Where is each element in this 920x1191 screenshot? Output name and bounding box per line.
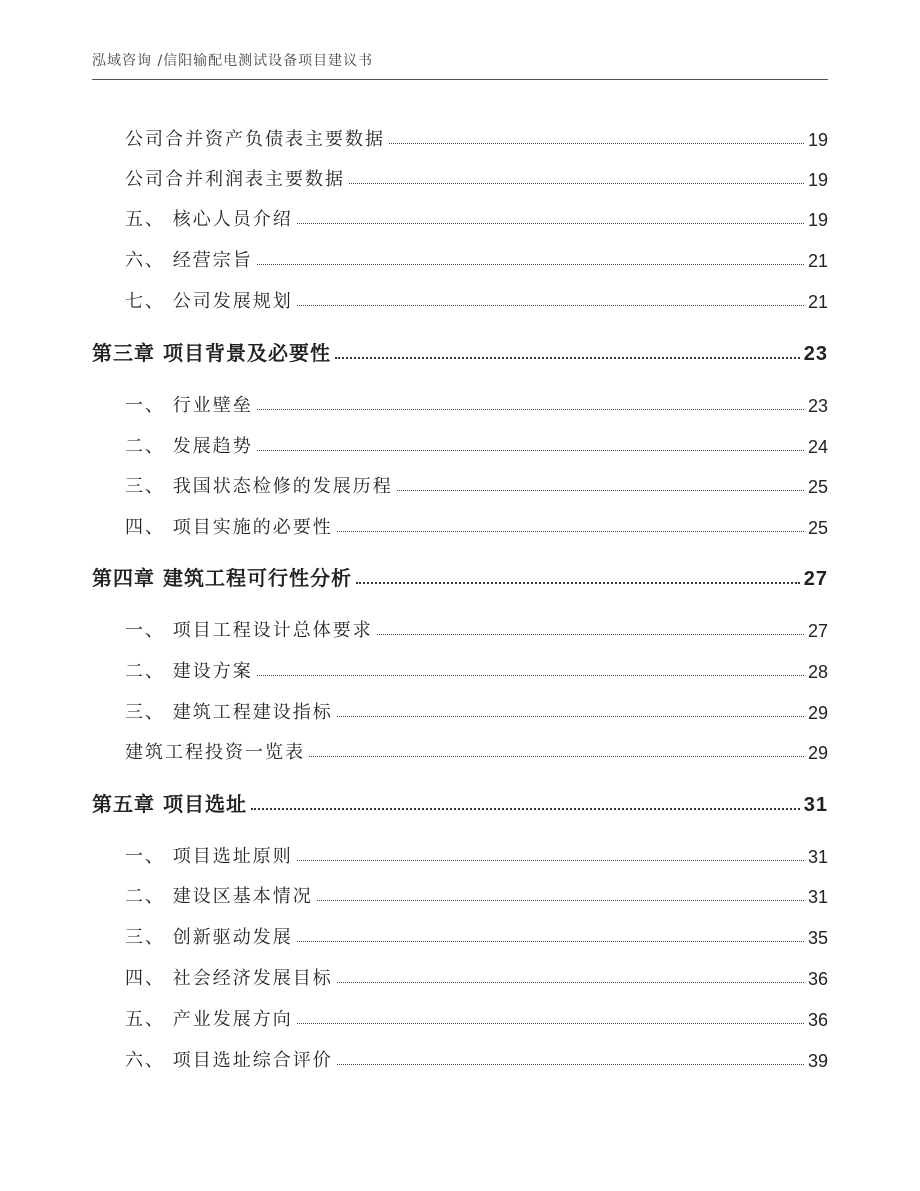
toc-entry-title: 五、 核心人员介绍 xyxy=(125,209,293,230)
toc-page-number: 19 xyxy=(807,130,828,150)
toc-page-number: 21 xyxy=(807,251,828,271)
toc-entry-title: 第四章 建筑工程可行性分析 xyxy=(92,566,352,590)
toc-section-entry[interactable] xyxy=(92,653,828,683)
toc-entry-title: 四、 项目实施的必要性 xyxy=(125,517,333,538)
dot-leader xyxy=(335,357,800,359)
toc-page-number: 29 xyxy=(807,703,828,723)
toc-section-entry[interactable] xyxy=(92,161,828,191)
dot-leader xyxy=(389,143,804,144)
toc-page-number: 25 xyxy=(807,477,828,497)
dot-leader xyxy=(257,409,804,410)
dot-leader xyxy=(251,808,800,810)
dot-leader xyxy=(349,183,804,184)
toc-page-number: 19 xyxy=(807,210,828,230)
dot-leader xyxy=(297,1023,804,1024)
toc-page-number: 24 xyxy=(807,437,828,457)
toc-section-entry[interactable] xyxy=(92,387,828,417)
toc-entry-title: 二、 发展趋势 xyxy=(125,436,253,457)
dot-leader xyxy=(337,1064,804,1065)
toc-section-entry[interactable] xyxy=(92,201,828,231)
toc-section-entry[interactable] xyxy=(92,468,828,498)
toc-page-number: 29 xyxy=(807,743,828,763)
dot-leader xyxy=(377,634,804,635)
dot-leader xyxy=(297,860,804,861)
toc-page-number: 27 xyxy=(807,621,828,641)
toc-page-number: 31 xyxy=(807,847,828,867)
toc-page-number: 23 xyxy=(807,396,828,416)
toc-chapter-entry[interactable] xyxy=(92,787,828,817)
toc-page-number: 36 xyxy=(807,969,828,989)
toc-entry-title: 第五章 项目选址 xyxy=(92,792,247,816)
toc-page-number: 27 xyxy=(803,568,828,590)
dot-leader xyxy=(309,756,804,757)
dot-leader xyxy=(297,941,804,942)
toc-page-number: 23 xyxy=(803,343,828,365)
toc-section-entry[interactable] xyxy=(92,1042,828,1072)
toc-entry-title: 三、 创新驱动发展 xyxy=(125,927,293,948)
toc-section-entry[interactable] xyxy=(92,1001,828,1031)
toc-chapter-entry[interactable] xyxy=(92,561,828,591)
dot-leader xyxy=(337,982,804,983)
toc-entry-title: 六、 经营宗旨 xyxy=(125,250,253,271)
toc-section-entry[interactable] xyxy=(92,612,828,642)
toc-entry-title: 一、 项目工程设计总体要求 xyxy=(125,620,373,641)
toc-section-entry[interactable] xyxy=(92,694,828,724)
toc-page-number: 31 xyxy=(807,887,828,907)
toc-entry-title: 一、 项目选址原则 xyxy=(125,846,293,867)
toc-entry-title: 六、 项目选址综合评价 xyxy=(125,1050,333,1071)
toc-section-entry[interactable] xyxy=(92,919,828,949)
dot-leader xyxy=(297,305,804,306)
toc-page-number: 25 xyxy=(807,518,828,538)
toc-section-entry[interactable] xyxy=(92,960,828,990)
toc-section-entry[interactable] xyxy=(92,509,828,539)
toc-page-number: 19 xyxy=(807,170,828,190)
dot-leader xyxy=(257,264,804,265)
running-header: 泓域咨询 /信阳输配电测试设备项目建议书 xyxy=(92,53,374,69)
dot-leader xyxy=(397,490,804,491)
toc-section-entry[interactable] xyxy=(92,428,828,458)
toc-entry-title: 第三章 项目背景及必要性 xyxy=(92,341,331,365)
dot-leader xyxy=(337,716,804,717)
dot-leader xyxy=(317,900,804,901)
toc-entry-title: 建筑工程投资一览表 xyxy=(125,742,305,763)
toc-section-entry[interactable] xyxy=(92,283,828,313)
toc-entry-title: 四、 社会经济发展目标 xyxy=(125,968,333,989)
toc-chapter-entry[interactable] xyxy=(92,336,828,366)
dot-leader xyxy=(356,582,800,584)
header-rule xyxy=(92,79,828,80)
toc-entry-title: 二、 建设方案 xyxy=(125,661,253,682)
toc-section-entry[interactable] xyxy=(92,838,828,868)
toc-page-number: 28 xyxy=(807,662,828,682)
dot-leader xyxy=(337,531,804,532)
toc-page-number: 39 xyxy=(807,1051,828,1071)
toc-entry-title: 七、 公司发展规划 xyxy=(125,291,293,312)
toc-section-entry[interactable] xyxy=(92,242,828,272)
toc-entry-title: 二、 建设区基本情况 xyxy=(125,886,313,907)
toc-entry-title: 公司合并利润表主要数据 xyxy=(125,169,345,190)
toc-entry-title: 三、 我国状态检修的发展历程 xyxy=(125,476,393,497)
toc-entry-title: 五、 产业发展方向 xyxy=(125,1009,293,1030)
dot-leader xyxy=(257,675,804,676)
dot-leader xyxy=(297,223,804,224)
toc-section-entry[interactable] xyxy=(92,734,828,764)
toc-entry-title: 三、 建筑工程建设指标 xyxy=(125,702,333,723)
toc-entry-title: 公司合并资产负债表主要数据 xyxy=(125,129,385,150)
toc-section-entry[interactable] xyxy=(92,121,828,151)
toc-section-entry[interactable] xyxy=(92,878,828,908)
toc-page-number: 21 xyxy=(807,292,828,312)
toc-entry-title: 一、 行业壁垒 xyxy=(125,395,253,416)
toc-page-number: 31 xyxy=(803,794,828,816)
dot-leader xyxy=(257,450,804,451)
toc-page-number: 35 xyxy=(807,928,828,948)
toc-page-number: 36 xyxy=(807,1010,828,1030)
